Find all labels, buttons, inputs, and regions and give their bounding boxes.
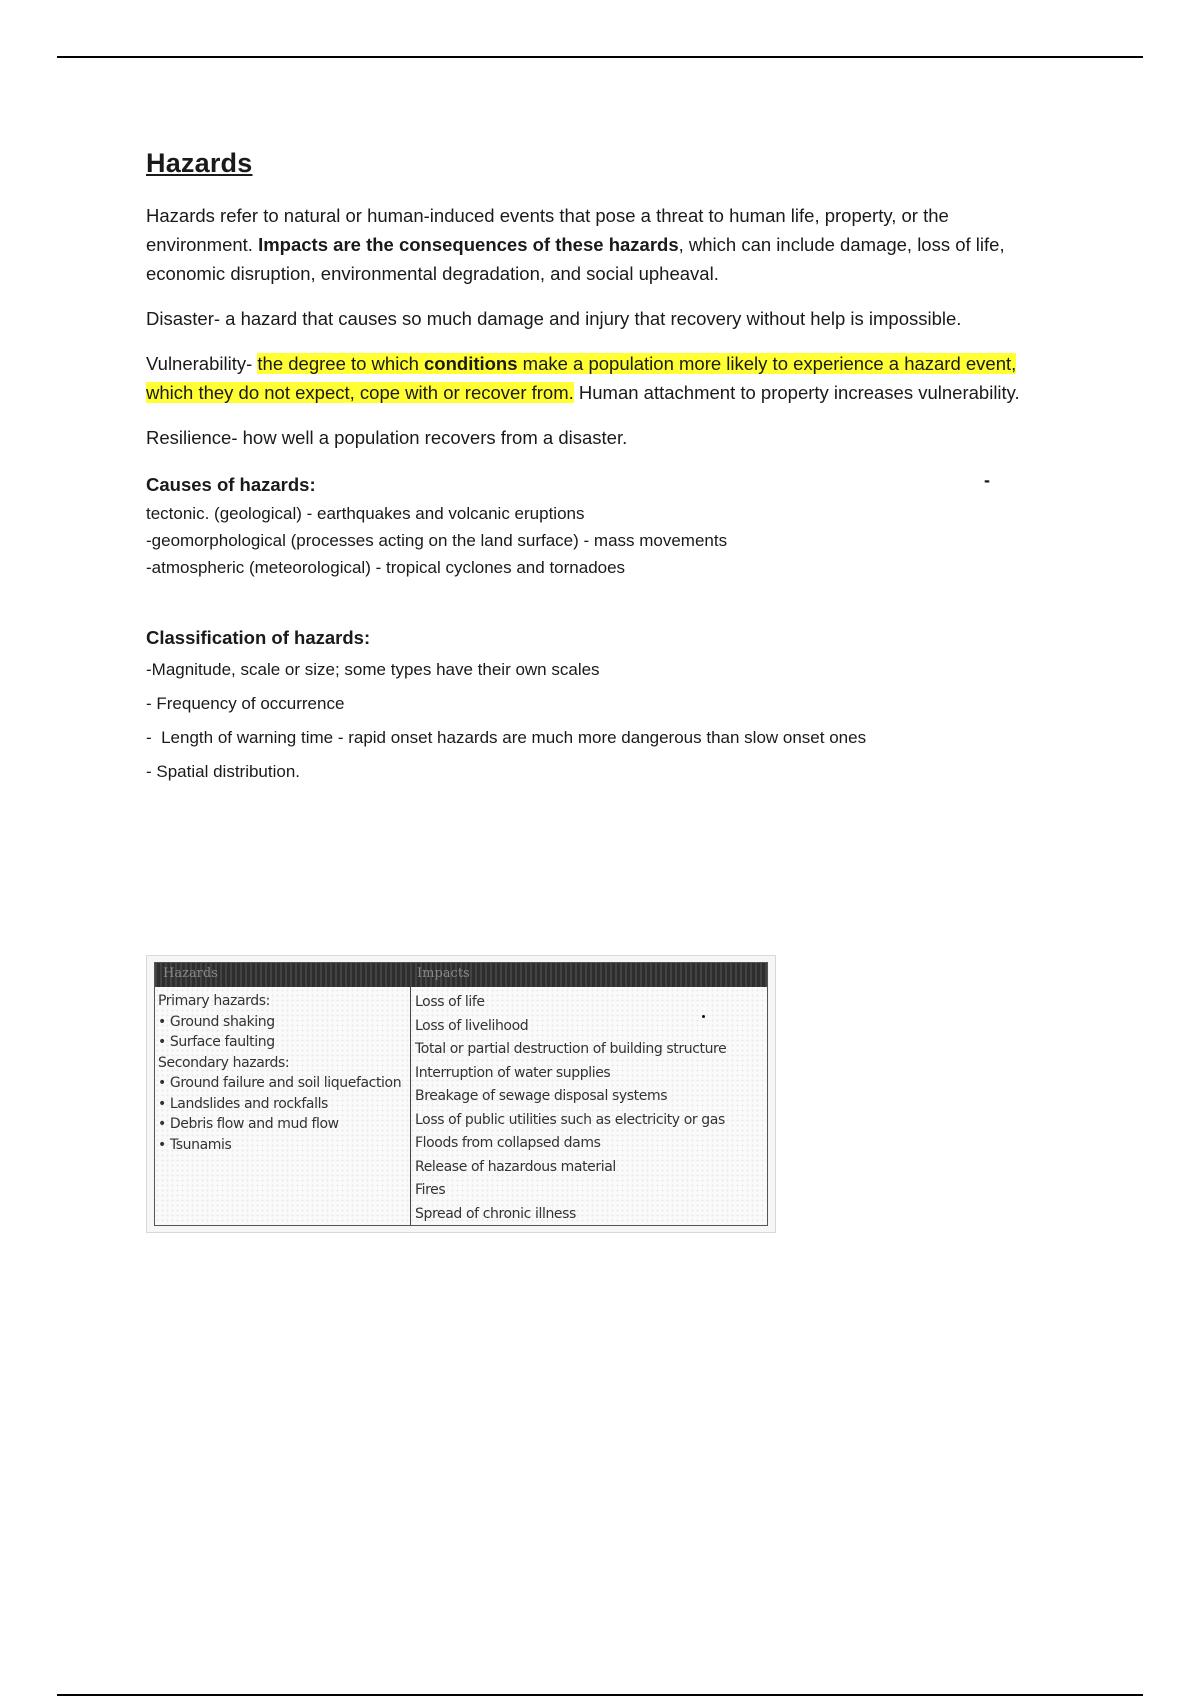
header-impacts: Impacts [417, 966, 470, 981]
hazard-line: • Ground shaking [158, 1013, 275, 1030]
impact-line: Spread of chronic illness [415, 1205, 576, 1222]
hazards-column [158, 991, 406, 1155]
causes-heading [146, 470, 1046, 496]
column-divider [410, 987, 411, 1225]
vulnerability-definition [146, 349, 1046, 407]
intro-text-end: , which can include damage, loss of life, economic disruption, environmental degradation, and social upheaval. [146, 234, 1005, 284]
cause-item: tectonic. (geological) - earthquakes and volcanic eruptions [146, 504, 585, 523]
vulnerability-rest: Human attachment to property increases vulnerability. [573, 382, 1020, 403]
disaster-definition: Disaster- a hazard that causes so much damage and injury that recovery without help is impossible. [146, 308, 962, 329]
highlight-part-2: make a population more likely to experience a hazard event, which they do not expect, cope with or recover from. [146, 353, 1017, 403]
top-rule [57, 56, 1143, 58]
impact-line: Loss of livelihood [415, 1017, 529, 1034]
stray-dash-mark: - [984, 470, 990, 490]
classification-item: -Magnitude, scale or size; some types have their own scales [146, 660, 600, 679]
hazard-line: • Tsunamis [158, 1136, 232, 1153]
scan-speck [702, 1015, 705, 1018]
classification-item: - Frequency of occurrence [146, 694, 345, 713]
hazard-line: • Surface faulting [158, 1034, 275, 1050]
impact-line: Breakage of sewage disposal systems [415, 1088, 668, 1104]
vulnerability-label: Vulnerability- [146, 353, 258, 374]
hazard-line: • Landslides and rockfalls [158, 1095, 328, 1112]
impact-line: Interruption of water supplies [415, 1064, 611, 1081]
page-title: Hazards [146, 148, 253, 178]
cause-item: -geomorphological (processes acting on the land surface) - mass movements [146, 531, 728, 550]
impact-line: Loss of public utilities such as electricity or gas [415, 1111, 725, 1128]
bottom-rule [57, 1694, 1143, 1696]
hazard-line: Primary hazards: [158, 993, 270, 1009]
highlight-part-1: the degree to which [257, 353, 424, 374]
highlight-bold: conditions [424, 353, 518, 374]
classification-item: - Length of warning time - rapid onset hazards are much more dangerous than slow onset ones [146, 728, 867, 747]
impact-line: Fires [415, 1182, 446, 1198]
causes-title: Causes of hazards: [146, 474, 316, 495]
scanned-table-header [155, 963, 767, 987]
cause-item: -atmospheric (meteorological) - tropical cyclones and tornadoes [146, 558, 626, 577]
impact-line: Release of hazardous material [415, 1158, 616, 1175]
document-body [146, 148, 1046, 789]
intro-text: Hazards refer to natural or human-induced events that pose a threat to human life, property, or the environment. [146, 205, 949, 255]
impacts-column [415, 991, 765, 1226]
hazard-line: • Debris flow and mud flow [158, 1116, 339, 1132]
classification-item: - Spatial distribution. [146, 762, 301, 781]
intro-bold-text: Impacts are the consequences of these hazards [258, 234, 679, 255]
scanned-hazards-table-image [146, 955, 776, 1233]
intro-paragraph [146, 201, 1046, 288]
resilience-definition: Resilience- how well a population recovers from a disaster. [146, 427, 628, 448]
hazard-line: Secondary hazards: [158, 1054, 290, 1071]
impact-line: Floods from collapsed dams [415, 1135, 601, 1151]
scanned-table [154, 962, 768, 1226]
header-hazards: Hazards [163, 966, 218, 981]
impact-line: Loss of life [415, 994, 485, 1010]
classification-heading: Classification of hazards: [146, 627, 371, 648]
hazard-line: • Ground failure and soil liquefaction [158, 1075, 402, 1091]
impact-line: Total or partial destruction of building structure [415, 1041, 727, 1057]
